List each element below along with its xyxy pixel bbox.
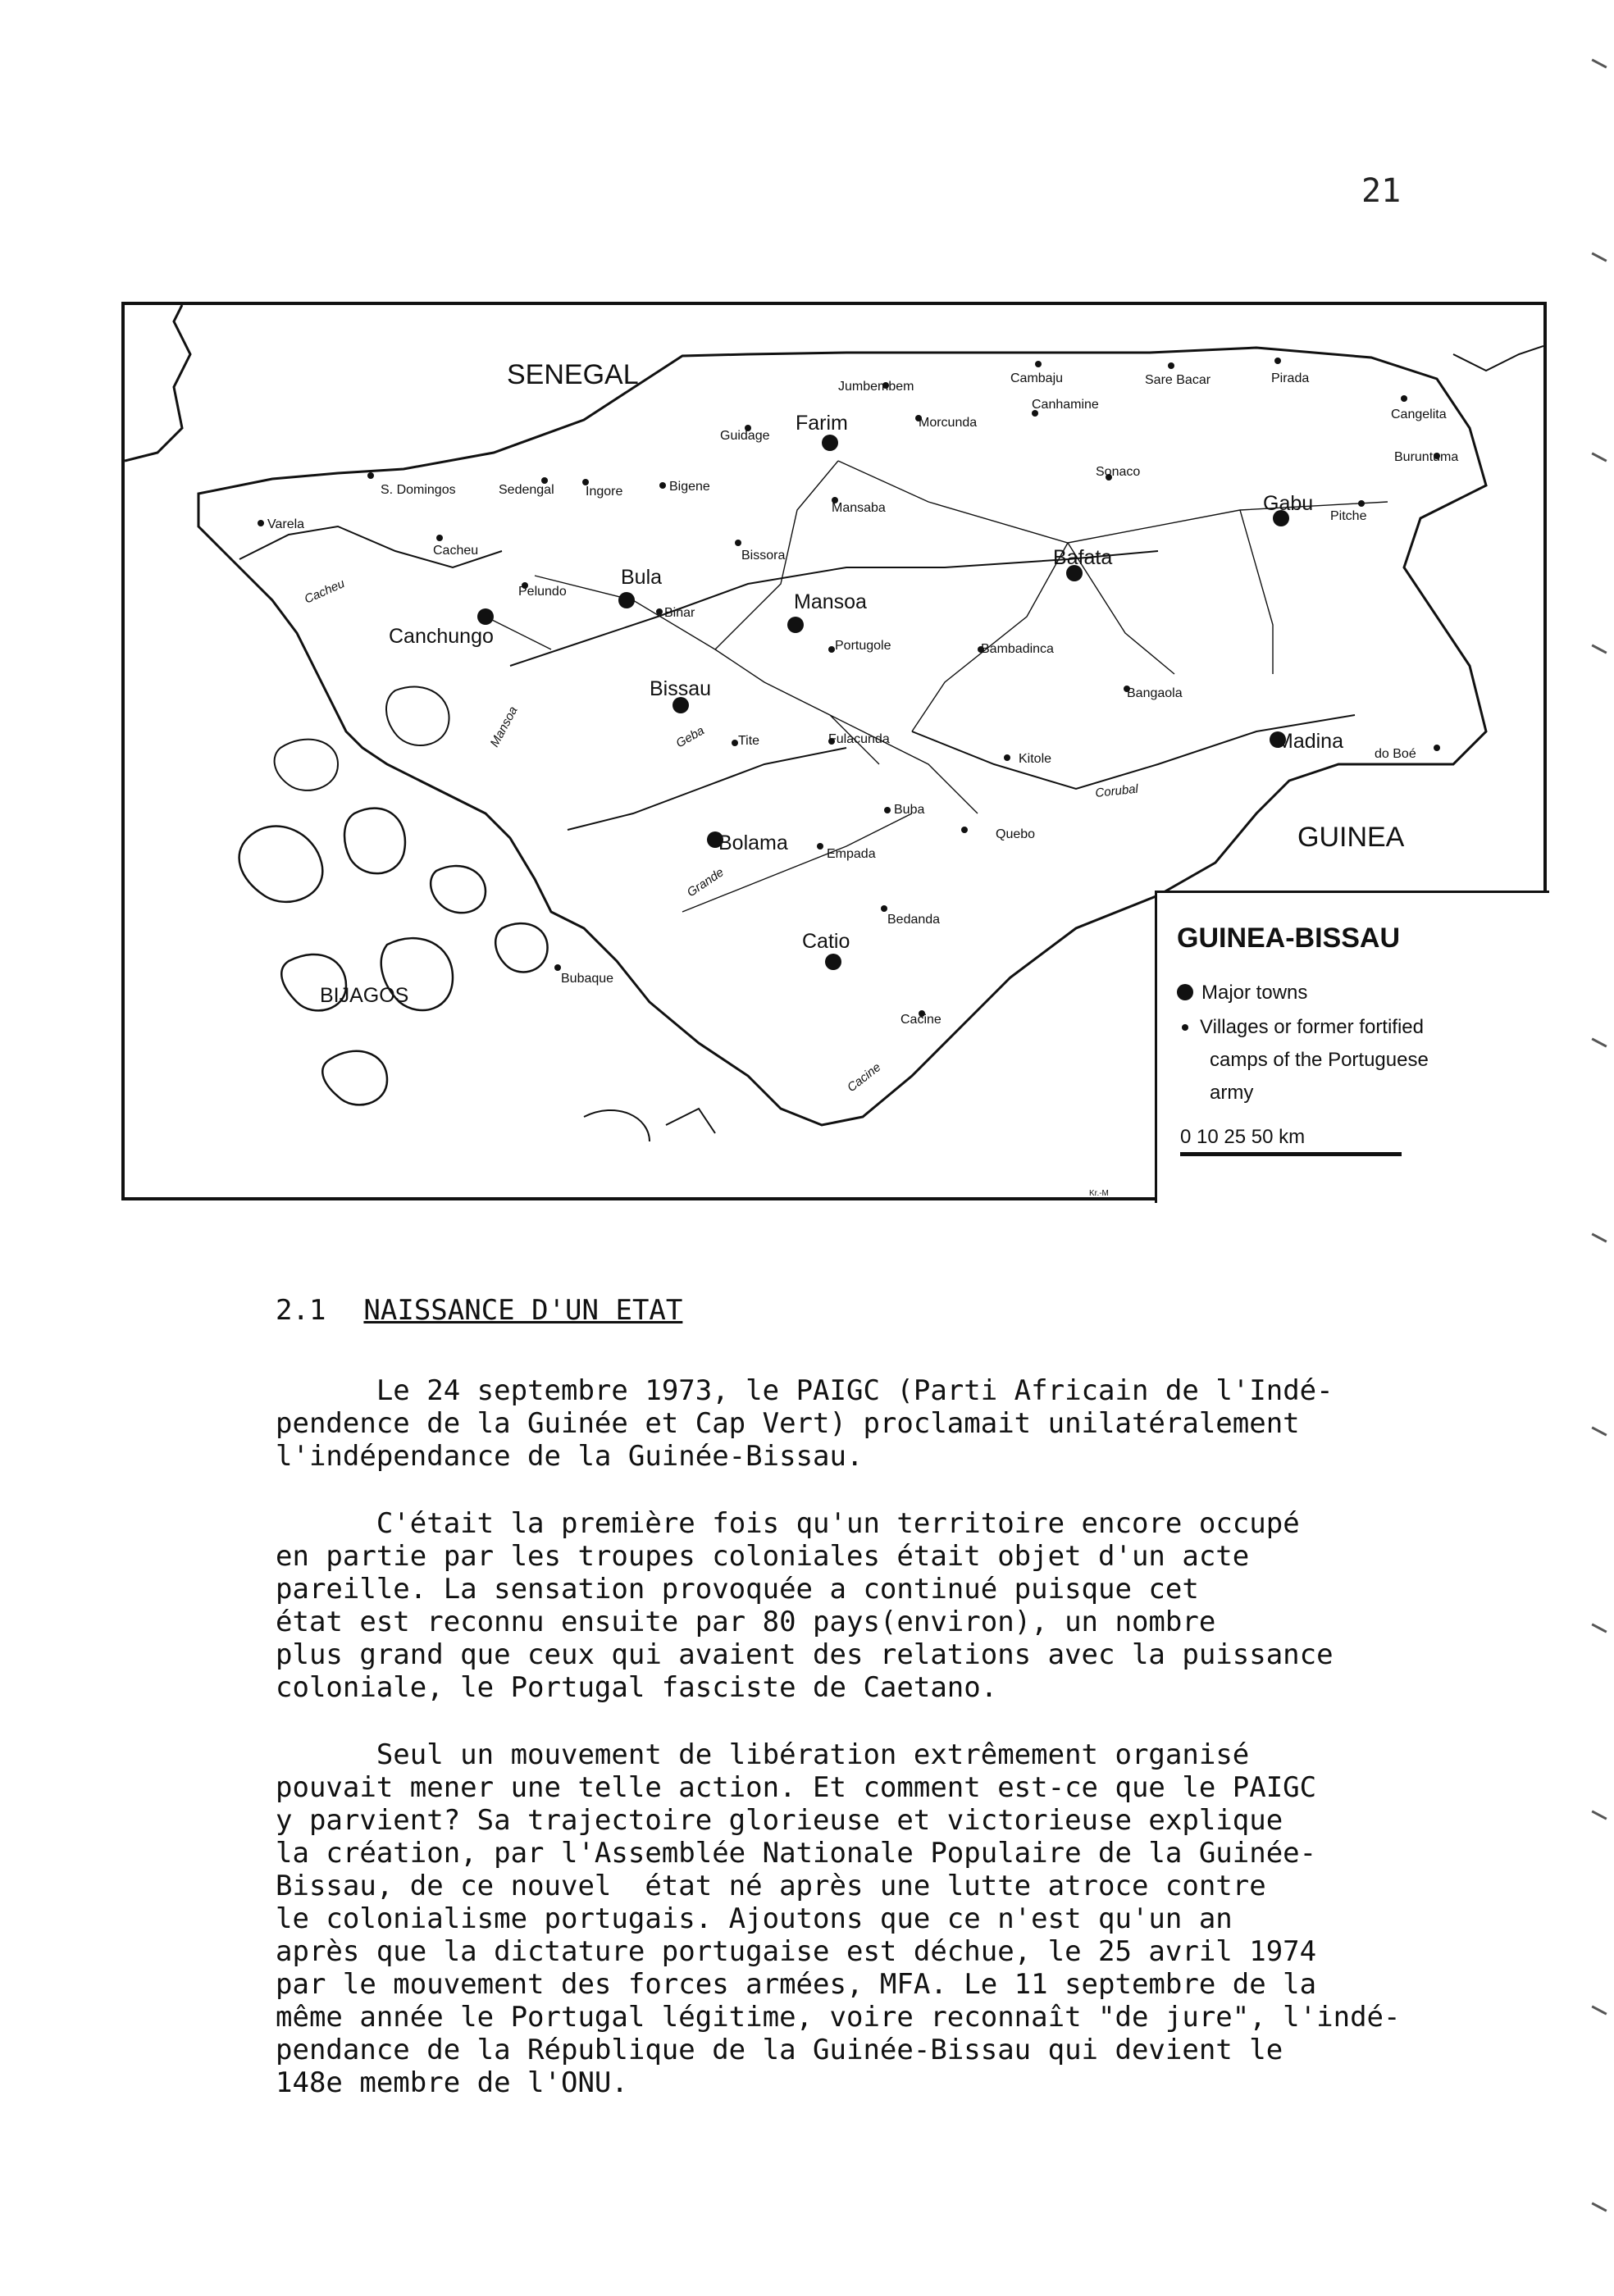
guinea-border (1453, 346, 1543, 371)
village-mansaba (832, 497, 886, 515)
section-title: NAISSANCE D'UN ETAT (363, 1294, 683, 1327)
grande-river (568, 748, 846, 830)
estuary-island (584, 1109, 715, 1141)
svg-text:Fulacunda: Fulacunda (828, 732, 890, 746)
village-morcunda (915, 415, 977, 430)
legend-major-towns-label: Major towns (1201, 982, 1308, 1004)
svg-text:Catio: Catio (802, 930, 850, 953)
margin-mark (1591, 252, 1607, 262)
svg-text:Bigene: Bigene (669, 480, 710, 494)
bijagos-island (431, 866, 486, 913)
senegal-label: SENEGAL (507, 359, 639, 390)
svg-text:Empada: Empada (827, 847, 876, 861)
svg-text:Bula: Bula (621, 566, 663, 589)
major-town-bissau (650, 677, 711, 713)
svg-text:Bissau: Bissau (650, 677, 712, 700)
major-town-madina (1270, 730, 1343, 753)
village-cambaju (1010, 361, 1063, 385)
guinea-label: GUINEA (1297, 822, 1405, 853)
svg-text:Mansaba: Mansaba (832, 501, 886, 515)
svg-text:Varela: Varela (267, 517, 305, 531)
bijagos-island (495, 923, 547, 972)
svg-text:Buba: Buba (894, 803, 925, 817)
legend-villages-line2: camps of the Portuguese (1210, 1049, 1429, 1071)
margin-mark (1591, 1810, 1607, 1820)
svg-text:Ingore: Ingore (586, 485, 623, 499)
estuary-island (386, 687, 449, 745)
village-bambadinca (978, 642, 1054, 656)
village-bigene (659, 480, 710, 494)
svg-text:S. Domingos: S. Domingos (381, 483, 456, 497)
svg-text:Portugole: Portugole (835, 639, 891, 653)
river-label-geba: Geba (673, 723, 707, 751)
section-heading (276, 1294, 682, 1327)
svg-text:do Boé: do Boé (1375, 747, 1416, 761)
village-quebo (961, 827, 1035, 841)
village-bubaque (554, 964, 613, 986)
margin-mark (1591, 1426, 1607, 1436)
svg-text:Bissora: Bissora (741, 549, 786, 563)
svg-text:Jumbembem: Jumbembem (838, 380, 914, 394)
senegal-coast (125, 305, 190, 461)
svg-text:Sonaco: Sonaco (1096, 465, 1141, 479)
village-buba (884, 803, 924, 817)
svg-text:Pitche: Pitche (1330, 509, 1367, 523)
major-town-bula (618, 566, 662, 608)
svg-text:Binar: Binar (664, 606, 695, 620)
village-canhamine (1032, 398, 1099, 417)
svg-text:Canchungo: Canchungo (389, 625, 494, 648)
svg-text:Bangaola: Bangaola (1127, 686, 1183, 700)
major-town-catio (802, 930, 850, 970)
village-varela (258, 517, 304, 531)
village-do-boe (1375, 745, 1440, 761)
svg-text:Canhamine: Canhamine (1032, 398, 1099, 412)
village-sonaco (1096, 465, 1140, 481)
svg-text:Quebo: Quebo (996, 827, 1036, 841)
major-town-mansoa (787, 590, 867, 633)
village-cacine (900, 1010, 942, 1027)
major-town-dot-icon (1177, 984, 1193, 1000)
village-cacheu (433, 535, 478, 558)
margin-mark (1591, 644, 1607, 654)
river-label-grande: Grande (684, 865, 727, 900)
river-label-cacine: Cacine (844, 1060, 884, 1096)
village-guidage (720, 425, 770, 443)
map-signature: Kr.-M (1089, 1189, 1109, 1198)
river-label-cacheu: Cacheu (302, 576, 347, 607)
legend-villages-line3: army (1210, 1082, 1254, 1104)
scale-bar (1180, 1152, 1402, 1156)
section-number: 2.1 (276, 1294, 326, 1327)
village-bissora (735, 540, 785, 563)
major-town-canchungo (389, 608, 494, 648)
scale-label: 0 10 25 50 km (1180, 1126, 1306, 1148)
road-network (486, 461, 1388, 912)
village-buruntuma (1394, 450, 1458, 464)
village-pirada (1271, 358, 1309, 385)
village-jumbembem (838, 380, 914, 394)
bijagos-island (239, 827, 323, 902)
village-bedanda (881, 905, 940, 927)
major-town-farim (796, 412, 848, 451)
village-s-domingos (367, 472, 456, 497)
svg-text:Bafata: Bafata (1053, 546, 1113, 569)
svg-text:Pelundo: Pelundo (518, 585, 567, 599)
margin-mark (1591, 452, 1607, 462)
page-number: 21 (1361, 172, 1402, 210)
svg-text:Bubaque: Bubaque (561, 972, 614, 986)
bijagos-island (344, 809, 405, 874)
legend-villages (1177, 1013, 1424, 1042)
legend-title: GUINEA-BISSAU (1177, 922, 1401, 954)
village-portugole (828, 639, 891, 653)
svg-text:Guidage: Guidage (720, 429, 770, 443)
village-sedengal (499, 477, 554, 497)
river-label-corubal: Corubal (1094, 781, 1139, 800)
village-sare-bacar (1145, 362, 1211, 387)
village-bangaola (1124, 686, 1183, 700)
bijagos-island (322, 1051, 387, 1105)
estuary-island (275, 740, 338, 790)
svg-text:Cangelita: Cangelita (1391, 408, 1447, 421)
village-fulacunda (828, 732, 890, 746)
margin-mark (1591, 1037, 1607, 1047)
svg-text:Bolama: Bolama (718, 831, 788, 854)
svg-text:Cacine: Cacine (900, 1013, 942, 1027)
svg-text:Mansoa: Mansoa (794, 590, 867, 613)
svg-text:Bambadinca: Bambadinca (981, 642, 1054, 656)
svg-text:Sedengal: Sedengal (499, 483, 554, 497)
margin-mark (1591, 1623, 1607, 1633)
bijagos-label: BIJAGOS (320, 984, 409, 1007)
paragraph-3: Seul un mouvement de libération extrêmement organisé pouvait mener une telle action. Et comment est-ce que le PAIGC y parvient? Sa trajectoire glorieuse et victorieuse explique la création, par l'Assemblée Nationale Populaire de la Guinée- Bissau, de ce nouvel état né après une lutte atroce contre le colonialisme portugais. Ajoutons que ce n'est qu'un an après que la dictature portugaise est déchue, le 25 avril 1974 par le mouvement des forces armées, MFA. Le 11 septembre de la même année le Portugal légitime, voire reconnaît "de jure", l'indé- pendance de la République de la Guinée-Bissau qui devient le 148e membre de l'ONU. (276, 1738, 1401, 2099)
margin-mark (1591, 2202, 1607, 2212)
svg-text:Sare Bacar: Sare Bacar (1145, 373, 1211, 387)
village-ingore (582, 479, 622, 499)
village-cangelita (1391, 395, 1447, 421)
paragraph-1: Le 24 septembre 1973, le PAIGC (Parti Africain de l'Indé- pendence de la Guinée et Cap Vert) proclamait unilatéralement l'indépendance de la Guinée-Bissau. (276, 1374, 1334, 1473)
svg-text:Buruntuma: Buruntuma (1394, 450, 1459, 464)
village-dot-icon (1182, 1024, 1188, 1031)
map-legend (1155, 891, 1549, 1203)
svg-text:Morcunda: Morcunda (919, 416, 978, 430)
legend-villages-line1: Villages or former fortified (1200, 1016, 1424, 1038)
margin-mark (1591, 2005, 1607, 2015)
guinea-bissau-map (121, 302, 1547, 1200)
river-label-mansoa: Mansoa (487, 704, 521, 749)
svg-text:Cacheu: Cacheu (433, 544, 479, 558)
village-pelundo (518, 582, 567, 599)
svg-text:Farim: Farim (796, 412, 848, 435)
svg-text:Pirada: Pirada (1271, 371, 1310, 385)
margin-mark (1591, 58, 1607, 68)
svg-text:Madina: Madina (1276, 730, 1343, 753)
major-town-bolama (707, 831, 788, 854)
major-town-bafata (1053, 546, 1112, 581)
village-tite (732, 734, 759, 748)
svg-text:Kitole: Kitole (1019, 752, 1052, 766)
village-kitole (1004, 752, 1051, 766)
legend-major-towns (1177, 978, 1307, 1008)
svg-text:Gabu: Gabu (1263, 492, 1314, 515)
margin-mark (1591, 1232, 1607, 1242)
svg-text:Tite: Tite (738, 734, 760, 748)
svg-text:Cambaju: Cambaju (1010, 371, 1064, 385)
paragraph-2: C'était la première fois qu'un territoire encore occupé en partie par les troupes coloniales était objet d'un acte pareille. La sensation provoquée a continué puisque cet état est reconnu ensuite par 80 pays(environ), un nombre plus grand que ceux qui avaient des relations avec la puissance coloniale, le Portugal fasciste de Caetano. (276, 1507, 1334, 1704)
svg-text:Bedanda: Bedanda (887, 913, 941, 927)
major-town-gabu (1263, 492, 1313, 526)
